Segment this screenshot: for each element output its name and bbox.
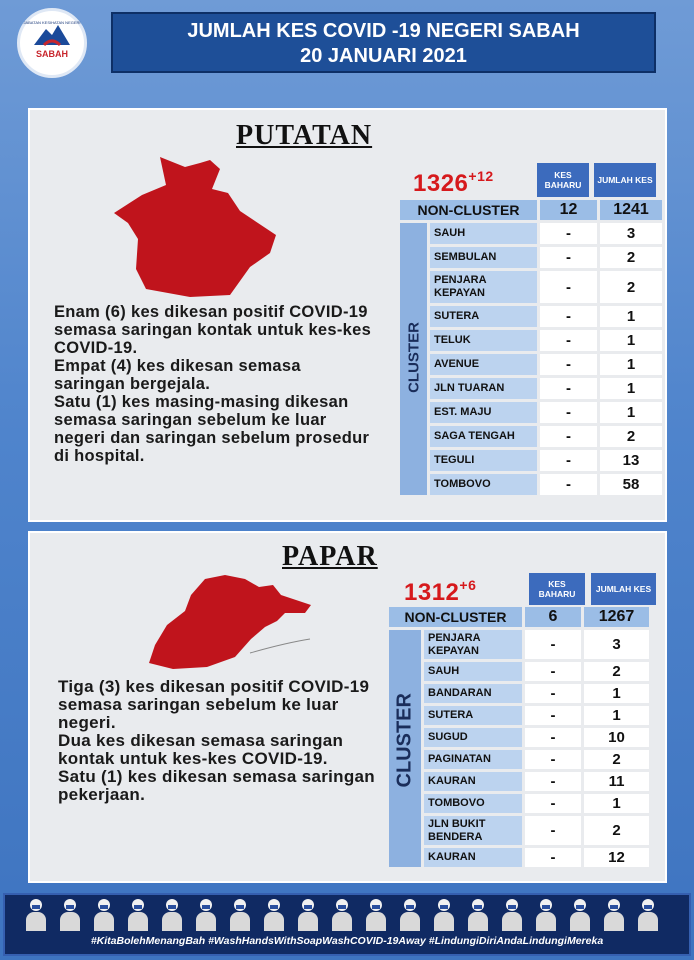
non-cluster-new: 6 xyxy=(525,607,581,627)
non-cluster-total: 1241 xyxy=(600,200,662,220)
header-new-cases: KES BAHARU xyxy=(529,573,585,605)
putatan-total-cases xyxy=(413,168,494,198)
cluster-new: - xyxy=(525,684,581,703)
cluster-new: - xyxy=(525,816,581,845)
cluster-row xyxy=(430,330,662,351)
header-total-cases: JUMLAH KES xyxy=(591,573,656,605)
cluster-name: TEGULI xyxy=(430,450,537,471)
cluster-name: SAUH xyxy=(430,223,537,244)
cluster-total: 1 xyxy=(600,402,662,423)
cluster-total: 2 xyxy=(584,662,649,681)
cluster-name: SAGA TENGAH xyxy=(430,426,537,447)
frontliner-figure-icon xyxy=(229,899,251,931)
cluster-total: 1 xyxy=(600,330,662,351)
cluster-row xyxy=(424,684,649,703)
cluster-name: SUGUD xyxy=(424,728,522,747)
frontliner-figures xyxy=(25,899,659,931)
cluster-total: 1 xyxy=(584,706,649,725)
cluster-total: 12 xyxy=(584,848,649,867)
frontliner-figure-icon xyxy=(467,899,489,931)
frontliner-figure-icon xyxy=(569,899,591,931)
footer-hashtags: #KitaBolehMenangBah #WashHandsWithSoapWashCOVID-19Away #LindungiDiriAndaLindungiMereka xyxy=(90,935,604,947)
cluster-new: - xyxy=(540,306,597,327)
papar-description xyxy=(58,678,393,804)
putatan-panel xyxy=(28,108,667,522)
cluster-total: 1 xyxy=(584,684,649,703)
description-paragraph: Empat (4) kes dikesan semasa saringan bergejala. xyxy=(54,357,301,393)
frontliner-figure-icon xyxy=(535,899,557,931)
frontliner-figure-icon xyxy=(331,899,353,931)
cluster-new: - xyxy=(525,706,581,725)
frontliner-figure-icon xyxy=(127,899,149,931)
cluster-row xyxy=(430,450,662,471)
cluster-row xyxy=(430,247,662,268)
cluster-total: 10 xyxy=(584,728,649,747)
cluster-total: 3 xyxy=(584,630,649,659)
cluster-row xyxy=(424,794,649,813)
cluster-new: - xyxy=(540,426,597,447)
cluster-new: - xyxy=(540,271,597,303)
cluster-row xyxy=(424,848,649,867)
cluster-row xyxy=(424,750,649,769)
cluster-name: JLN TUARAN xyxy=(430,378,537,399)
frontliner-figure-icon xyxy=(297,899,319,931)
cluster-name: PENJARA KEPAYAN xyxy=(430,271,537,303)
cluster-new: - xyxy=(525,794,581,813)
cluster-row xyxy=(424,630,649,659)
cluster-total: 2 xyxy=(584,816,649,845)
cluster-total: 11 xyxy=(584,772,649,791)
cluster-name: SUTERA xyxy=(424,706,522,725)
cluster-new: - xyxy=(525,630,581,659)
cluster-new: - xyxy=(525,772,581,791)
cluster-label: CLUSTER xyxy=(393,693,416,788)
cluster-name: PENJARA KEPAYAN xyxy=(424,630,522,659)
sabah-health-logo xyxy=(17,8,87,78)
cluster-new: - xyxy=(540,330,597,351)
non-cluster-new: 12 xyxy=(540,200,597,220)
cluster-total: 2 xyxy=(600,426,662,447)
cluster-name: AVENUE xyxy=(430,354,537,375)
cluster-name: BANDARAN xyxy=(424,684,522,703)
cluster-name: EST. MAJU xyxy=(430,402,537,423)
cluster-row xyxy=(424,728,649,747)
putatan-map-icon xyxy=(100,155,280,300)
cluster-row xyxy=(430,378,662,399)
description-paragraph: Satu (1) kes masing-masing dikesan semasa saringan sebelum ke luar negeri dan saringan sebelum prosedur di hospital. xyxy=(54,393,370,465)
increase-value: +6 xyxy=(459,577,477,593)
cluster-name: SAUH xyxy=(424,662,522,681)
non-cluster-label: NON-CLUSTER xyxy=(400,200,537,220)
frontliner-figure-icon xyxy=(433,899,455,931)
cluster-total: 58 xyxy=(600,474,662,495)
frontliner-figure-icon xyxy=(501,899,523,931)
cluster-new: - xyxy=(540,402,597,423)
description-paragraph: Enam (6) kes dikesan positif COVID-19 semasa saringan kontak untuk kes-kes COVID-19. xyxy=(54,303,372,357)
cluster-name: KAURAN xyxy=(424,848,522,867)
cluster-total: 2 xyxy=(584,750,649,769)
papar-map-icon xyxy=(145,573,315,673)
cluster-new: - xyxy=(540,223,597,244)
cluster-total: 2 xyxy=(600,271,662,303)
cluster-name: SEMBULAN xyxy=(430,247,537,268)
cluster-name: PAGINATAN xyxy=(424,750,522,769)
frontliner-figure-icon xyxy=(59,899,81,931)
cluster-row xyxy=(430,474,662,495)
cluster-new: - xyxy=(525,728,581,747)
description-paragraph: Tiga (3) kes dikesan positif COVID-19 semasa saringan sebelum ke luar negeri. xyxy=(58,677,370,732)
non-cluster-total: 1267 xyxy=(584,607,649,627)
non-cluster-label: NON-CLUSTER xyxy=(389,607,522,627)
frontliner-figure-icon xyxy=(637,899,659,931)
cluster-row xyxy=(430,223,662,244)
cluster-name: KAURAN xyxy=(424,772,522,791)
description-paragraph: Dua kes dikesan semasa saringan kontak untuk kes-kes COVID-19. xyxy=(58,731,344,768)
cluster-new: - xyxy=(540,474,597,495)
cluster-new: - xyxy=(540,247,597,268)
cluster-row xyxy=(430,426,662,447)
cluster-name: JLN BUKIT BENDERA xyxy=(424,816,522,845)
title-date: 20 JANUARI 2021 xyxy=(300,45,467,67)
papar-panel xyxy=(28,531,667,883)
cluster-row xyxy=(424,816,649,845)
cluster-new: - xyxy=(525,662,581,681)
cluster-row xyxy=(430,354,662,375)
logo-subtext: JABATAN KESIHATAN NEGERI xyxy=(23,20,81,25)
increase-value: +12 xyxy=(468,168,494,184)
footer-banner xyxy=(3,893,691,956)
mountain-emblem-icon xyxy=(32,21,72,49)
cluster-row xyxy=(430,271,662,303)
putatan-description xyxy=(54,303,374,465)
cluster-row xyxy=(430,402,662,423)
cluster-new: - xyxy=(540,378,597,399)
frontliner-figure-icon xyxy=(365,899,387,931)
logo-text: SABAH xyxy=(35,49,68,59)
title-line-1: JUMLAH KES COVID -19 NEGERI SABAH xyxy=(187,20,580,42)
frontliner-figure-icon xyxy=(161,899,183,931)
frontliner-figure-icon xyxy=(263,899,285,931)
papar-total-cases xyxy=(404,577,476,607)
cluster-new: - xyxy=(525,848,581,867)
cluster-name: TOMBOVO xyxy=(424,794,522,813)
frontliner-figure-icon xyxy=(603,899,625,931)
frontliner-figure-icon xyxy=(399,899,421,931)
cluster-row xyxy=(430,306,662,327)
non-cluster-row xyxy=(400,200,662,220)
frontliner-figure-icon xyxy=(25,899,47,931)
header-total-cases: JUMLAH KES xyxy=(594,163,656,197)
cluster-name: TOMBOVO xyxy=(430,474,537,495)
cluster-total: 2 xyxy=(600,247,662,268)
cluster-total: 1 xyxy=(584,794,649,813)
cluster-total: 1 xyxy=(600,354,662,375)
cluster-row xyxy=(424,706,649,725)
district-name-papar: PAPAR xyxy=(282,541,378,572)
description-paragraph: Satu (1) kes dikesan semasa saringan pekerjaan. xyxy=(58,767,375,804)
cluster-new: - xyxy=(540,450,597,471)
page-title xyxy=(111,12,656,73)
cluster-name: TELUK xyxy=(430,330,537,351)
cluster-label: CLUSTER xyxy=(405,322,422,393)
district-name-putatan: PUTATAN xyxy=(236,120,373,151)
cluster-new: - xyxy=(540,354,597,375)
frontliner-figure-icon xyxy=(195,899,217,931)
cluster-total: 1 xyxy=(600,378,662,399)
cluster-total: 3 xyxy=(600,223,662,244)
cluster-total: 1 xyxy=(600,306,662,327)
total-value: 1312 xyxy=(404,579,460,606)
non-cluster-row xyxy=(389,607,649,627)
cluster-new: - xyxy=(525,750,581,769)
cluster-name: SUTERA xyxy=(430,306,537,327)
total-value: 1326 xyxy=(413,170,469,197)
frontliner-figure-icon xyxy=(93,899,115,931)
cluster-row xyxy=(424,662,649,681)
cluster-row xyxy=(424,772,649,791)
header-new-cases: KES BAHARU xyxy=(537,163,589,197)
cluster-total: 13 xyxy=(600,450,662,471)
